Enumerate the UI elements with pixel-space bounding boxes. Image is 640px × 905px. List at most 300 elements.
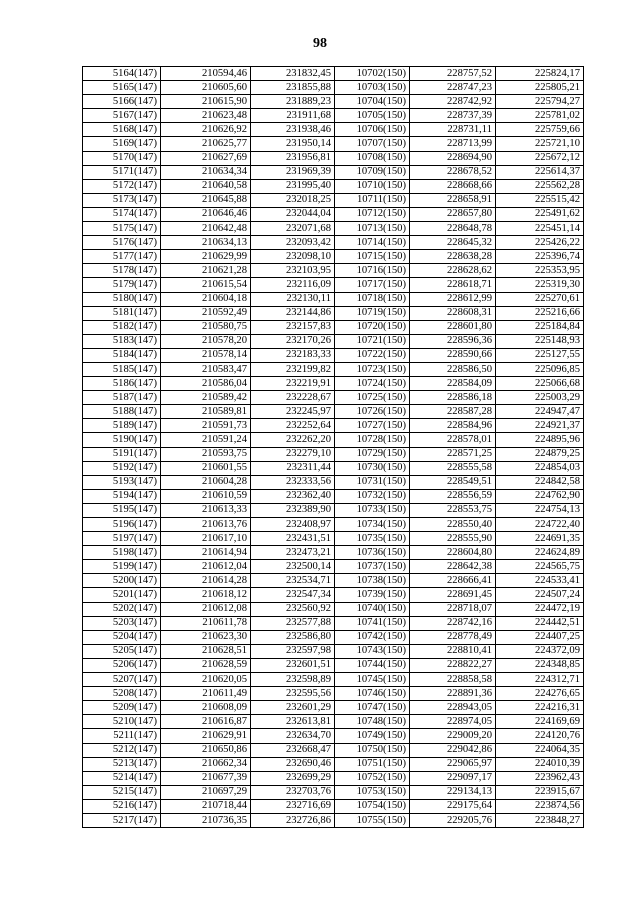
table-row (83, 419, 584, 433)
x-right-cell: 228648,78 (410, 222, 496, 236)
y-right-cell: 223962,43 (496, 771, 584, 785)
y-right-cell: 225319,30 (496, 278, 584, 292)
y-right-cell: 225721,10 (496, 137, 584, 151)
y-left-cell: 232116,09 (251, 278, 335, 292)
point-id-left-cell: 5209(147) (83, 701, 161, 715)
point-id-left-cell: 5179(147) (83, 278, 161, 292)
x-right-cell: 228584,96 (410, 419, 496, 433)
x-left-cell: 210605,60 (161, 81, 251, 95)
x-right-cell: 228822,27 (410, 658, 496, 672)
point-id-right-cell: 10720(150) (335, 320, 410, 334)
point-id-right-cell: 10744(150) (335, 658, 410, 672)
point-id-right-cell: 10730(150) (335, 461, 410, 475)
x-right-cell: 228694,90 (410, 151, 496, 165)
table-row (83, 405, 584, 419)
y-right-cell: 224895,96 (496, 433, 584, 447)
y-left-cell: 232103,95 (251, 264, 335, 278)
x-right-cell: 228555,58 (410, 461, 496, 475)
y-left-cell: 232071,68 (251, 222, 335, 236)
y-right-cell: 225805,21 (496, 81, 584, 95)
point-id-left-cell: 5216(147) (83, 799, 161, 813)
point-id-right-cell: 10740(150) (335, 602, 410, 616)
table-row (83, 222, 584, 236)
table-row (83, 715, 584, 729)
x-right-cell: 228718,07 (410, 602, 496, 616)
y-right-cell: 224120,76 (496, 729, 584, 743)
table-row (83, 334, 584, 348)
x-right-cell: 228742,92 (410, 95, 496, 109)
x-right-cell: 228858,58 (410, 673, 496, 687)
table-row (83, 151, 584, 165)
y-right-cell: 225184,84 (496, 320, 584, 334)
y-right-cell: 224507,24 (496, 588, 584, 602)
table-row (83, 236, 584, 250)
x-left-cell: 210615,54 (161, 278, 251, 292)
x-left-cell: 210583,47 (161, 362, 251, 376)
y-right-cell: 225794,27 (496, 95, 584, 109)
point-id-left-cell: 5183(147) (83, 334, 161, 348)
point-id-right-cell: 10742(150) (335, 630, 410, 644)
y-right-cell: 225614,37 (496, 165, 584, 179)
point-id-right-cell: 10726(150) (335, 405, 410, 419)
x-left-cell: 210612,08 (161, 602, 251, 616)
point-id-left-cell: 5207(147) (83, 673, 161, 687)
y-left-cell: 231911,68 (251, 109, 335, 123)
table-row (83, 81, 584, 95)
y-right-cell: 224921,37 (496, 419, 584, 433)
y-left-cell: 232408,97 (251, 518, 335, 532)
table-row (83, 67, 584, 81)
y-left-cell: 232595,56 (251, 687, 335, 701)
point-id-left-cell: 5189(147) (83, 419, 161, 433)
point-id-right-cell: 10704(150) (335, 95, 410, 109)
x-left-cell: 210601,55 (161, 461, 251, 475)
point-id-left-cell: 5164(147) (83, 67, 161, 81)
y-right-cell: 225824,17 (496, 67, 584, 81)
x-left-cell: 210697,29 (161, 785, 251, 799)
x-left-cell: 210613,76 (161, 518, 251, 532)
y-left-cell: 232018,25 (251, 193, 335, 207)
y-right-cell: 224442,51 (496, 616, 584, 630)
point-id-left-cell: 5188(147) (83, 405, 161, 419)
y-left-cell: 232726,86 (251, 813, 335, 827)
point-id-right-cell: 10755(150) (335, 813, 410, 827)
x-left-cell: 210604,28 (161, 475, 251, 489)
table-row (83, 701, 584, 715)
point-id-right-cell: 10711(150) (335, 193, 410, 207)
point-id-right-cell: 10705(150) (335, 109, 410, 123)
y-left-cell: 232500,14 (251, 560, 335, 574)
x-left-cell: 210589,81 (161, 405, 251, 419)
x-right-cell: 228713,99 (410, 137, 496, 151)
point-id-right-cell: 10733(150) (335, 503, 410, 517)
point-id-left-cell: 5196(147) (83, 518, 161, 532)
y-right-cell: 224691,35 (496, 532, 584, 546)
x-right-cell: 228742,16 (410, 616, 496, 630)
point-id-right-cell: 10729(150) (335, 447, 410, 461)
y-right-cell: 224762,90 (496, 489, 584, 503)
point-id-right-cell: 10741(150) (335, 616, 410, 630)
y-left-cell: 232613,81 (251, 715, 335, 729)
y-right-cell: 223874,56 (496, 799, 584, 813)
x-right-cell: 228586,50 (410, 362, 496, 376)
x-right-cell: 228604,80 (410, 546, 496, 560)
table-row (83, 785, 584, 799)
point-id-left-cell: 5201(147) (83, 588, 161, 602)
point-id-right-cell: 10724(150) (335, 377, 410, 391)
x-right-cell: 228550,40 (410, 518, 496, 532)
point-id-left-cell: 5208(147) (83, 687, 161, 701)
point-id-left-cell: 5184(147) (83, 348, 161, 362)
y-left-cell: 232245,97 (251, 405, 335, 419)
table-row (83, 729, 584, 743)
y-right-cell: 224565,75 (496, 560, 584, 574)
x-right-cell: 228642,38 (410, 560, 496, 574)
x-left-cell: 210623,30 (161, 630, 251, 644)
x-right-cell: 228553,75 (410, 503, 496, 517)
y-left-cell: 231995,40 (251, 179, 335, 193)
point-id-right-cell: 10747(150) (335, 701, 410, 715)
x-right-cell: 228658,91 (410, 193, 496, 207)
x-left-cell: 210616,87 (161, 715, 251, 729)
x-right-cell: 228974,05 (410, 715, 496, 729)
y-right-cell: 224854,03 (496, 461, 584, 475)
x-left-cell: 210621,28 (161, 264, 251, 278)
y-left-cell: 232473,21 (251, 546, 335, 560)
point-id-left-cell: 5185(147) (83, 362, 161, 376)
point-id-left-cell: 5211(147) (83, 729, 161, 743)
point-id-right-cell: 10752(150) (335, 771, 410, 785)
point-id-right-cell: 10754(150) (335, 799, 410, 813)
point-id-left-cell: 5204(147) (83, 630, 161, 644)
y-right-cell: 225270,61 (496, 292, 584, 306)
x-left-cell: 210646,46 (161, 207, 251, 221)
x-right-cell: 229097,17 (410, 771, 496, 785)
y-right-cell: 225672,12 (496, 151, 584, 165)
x-left-cell: 210677,39 (161, 771, 251, 785)
x-left-cell: 210645,88 (161, 193, 251, 207)
point-id-left-cell: 5212(147) (83, 743, 161, 757)
y-right-cell: 225759,66 (496, 123, 584, 137)
point-id-right-cell: 10737(150) (335, 560, 410, 574)
point-id-right-cell: 10706(150) (335, 123, 410, 137)
x-right-cell: 229009,20 (410, 729, 496, 743)
table-row (83, 278, 584, 292)
table-row (83, 391, 584, 405)
x-left-cell: 210629,91 (161, 729, 251, 743)
y-left-cell: 231938,46 (251, 123, 335, 137)
table-row (83, 743, 584, 757)
point-id-right-cell: 10750(150) (335, 743, 410, 757)
x-left-cell: 210608,09 (161, 701, 251, 715)
y-left-cell: 232716,69 (251, 799, 335, 813)
x-left-cell: 210592,49 (161, 306, 251, 320)
table-row (83, 193, 584, 207)
x-right-cell: 228555,90 (410, 532, 496, 546)
y-left-cell: 232560,92 (251, 602, 335, 616)
table-row (83, 560, 584, 574)
x-left-cell: 210634,34 (161, 165, 251, 179)
x-left-cell: 210640,58 (161, 179, 251, 193)
point-id-right-cell: 10739(150) (335, 588, 410, 602)
x-right-cell: 228596,36 (410, 334, 496, 348)
y-left-cell: 232703,76 (251, 785, 335, 799)
x-left-cell: 210611,78 (161, 616, 251, 630)
x-left-cell: 210610,59 (161, 489, 251, 503)
x-right-cell: 228586,18 (410, 391, 496, 405)
table-row (83, 475, 584, 489)
table-row (83, 602, 584, 616)
point-id-left-cell: 5171(147) (83, 165, 161, 179)
y-left-cell: 232601,29 (251, 701, 335, 715)
y-right-cell: 225515,42 (496, 193, 584, 207)
point-id-right-cell: 10716(150) (335, 264, 410, 278)
y-right-cell: 224064,35 (496, 743, 584, 757)
x-right-cell: 228549,51 (410, 475, 496, 489)
x-left-cell: 210612,04 (161, 560, 251, 574)
x-right-cell: 229065,97 (410, 757, 496, 771)
point-id-left-cell: 5186(147) (83, 377, 161, 391)
point-id-right-cell: 10738(150) (335, 574, 410, 588)
table-row (83, 447, 584, 461)
x-left-cell: 210617,10 (161, 532, 251, 546)
point-id-left-cell: 5213(147) (83, 757, 161, 771)
y-right-cell: 225148,93 (496, 334, 584, 348)
y-right-cell: 225781,02 (496, 109, 584, 123)
x-left-cell: 210578,14 (161, 348, 251, 362)
point-id-right-cell: 10753(150) (335, 785, 410, 799)
point-id-right-cell: 10702(150) (335, 67, 410, 81)
x-left-cell: 210662,34 (161, 757, 251, 771)
point-id-left-cell: 5217(147) (83, 813, 161, 827)
x-left-cell: 210611,49 (161, 687, 251, 701)
point-id-right-cell: 10743(150) (335, 644, 410, 658)
point-id-left-cell: 5180(147) (83, 292, 161, 306)
point-id-left-cell: 5215(147) (83, 785, 161, 799)
y-right-cell: 224624,89 (496, 546, 584, 560)
coordinates-table (82, 66, 584, 828)
x-left-cell: 210578,20 (161, 334, 251, 348)
point-id-left-cell: 5187(147) (83, 391, 161, 405)
point-id-right-cell: 10721(150) (335, 334, 410, 348)
point-id-right-cell: 10714(150) (335, 236, 410, 250)
x-right-cell: 228810,41 (410, 644, 496, 658)
point-id-left-cell: 5197(147) (83, 532, 161, 546)
y-right-cell: 224472,19 (496, 602, 584, 616)
point-id-right-cell: 10745(150) (335, 673, 410, 687)
y-right-cell: 224372,09 (496, 644, 584, 658)
table-row (83, 771, 584, 785)
y-right-cell: 224312,71 (496, 673, 584, 687)
point-id-right-cell: 10718(150) (335, 292, 410, 306)
point-id-right-cell: 10710(150) (335, 179, 410, 193)
y-right-cell: 225096,85 (496, 362, 584, 376)
table-row (83, 687, 584, 701)
y-left-cell: 232157,83 (251, 320, 335, 334)
y-left-cell: 232262,20 (251, 433, 335, 447)
x-right-cell: 229134,13 (410, 785, 496, 799)
y-right-cell: 225066,68 (496, 377, 584, 391)
x-right-cell: 228778,49 (410, 630, 496, 644)
table-row (83, 644, 584, 658)
point-id-left-cell: 5194(147) (83, 489, 161, 503)
x-right-cell: 229175,64 (410, 799, 496, 813)
x-left-cell: 210736,35 (161, 813, 251, 827)
x-left-cell: 210613,33 (161, 503, 251, 517)
table-row (83, 658, 584, 672)
x-right-cell: 228737,39 (410, 109, 496, 123)
x-right-cell: 229042,86 (410, 743, 496, 757)
table-row (83, 362, 584, 376)
x-left-cell: 210593,75 (161, 447, 251, 461)
point-id-right-cell: 10713(150) (335, 222, 410, 236)
x-left-cell: 210628,51 (161, 644, 251, 658)
point-id-left-cell: 5192(147) (83, 461, 161, 475)
y-left-cell: 232279,10 (251, 447, 335, 461)
point-id-right-cell: 10727(150) (335, 419, 410, 433)
y-right-cell: 225127,55 (496, 348, 584, 362)
table-row (83, 123, 584, 137)
y-left-cell: 232311,44 (251, 461, 335, 475)
point-id-right-cell: 10723(150) (335, 362, 410, 376)
x-left-cell: 210615,90 (161, 95, 251, 109)
x-left-cell: 210591,73 (161, 419, 251, 433)
point-id-right-cell: 10717(150) (335, 278, 410, 292)
point-id-left-cell: 5190(147) (83, 433, 161, 447)
table-row (83, 546, 584, 560)
table-row (83, 250, 584, 264)
point-id-left-cell: 5198(147) (83, 546, 161, 560)
x-right-cell: 228612,99 (410, 292, 496, 306)
table-row (83, 489, 584, 503)
point-id-left-cell: 5175(147) (83, 222, 161, 236)
table-row (83, 799, 584, 813)
x-left-cell: 210718,44 (161, 799, 251, 813)
y-left-cell: 232577,88 (251, 616, 335, 630)
y-right-cell: 224010,39 (496, 757, 584, 771)
y-left-cell: 232668,47 (251, 743, 335, 757)
table-row (83, 109, 584, 123)
point-id-right-cell: 10749(150) (335, 729, 410, 743)
x-right-cell: 228943,05 (410, 701, 496, 715)
table-row (83, 137, 584, 151)
x-left-cell: 210626,92 (161, 123, 251, 137)
y-left-cell: 232699,29 (251, 771, 335, 785)
point-id-right-cell: 10731(150) (335, 475, 410, 489)
table-row (83, 574, 584, 588)
y-right-cell: 225426,22 (496, 236, 584, 250)
y-left-cell: 232690,46 (251, 757, 335, 771)
y-left-cell: 232130,11 (251, 292, 335, 306)
table-row (83, 503, 584, 517)
point-id-left-cell: 5199(147) (83, 560, 161, 574)
y-right-cell: 224722,40 (496, 518, 584, 532)
page-number: 98 (313, 36, 327, 51)
y-left-cell: 231956,81 (251, 151, 335, 165)
point-id-left-cell: 5182(147) (83, 320, 161, 334)
table-row (83, 461, 584, 475)
y-left-cell: 232586,80 (251, 630, 335, 644)
point-id-right-cell: 10709(150) (335, 165, 410, 179)
x-left-cell: 210620,05 (161, 673, 251, 687)
point-id-right-cell: 10722(150) (335, 348, 410, 362)
y-right-cell: 224879,25 (496, 447, 584, 461)
x-left-cell: 210623,48 (161, 109, 251, 123)
y-left-cell: 231950,14 (251, 137, 335, 151)
y-left-cell: 232199,82 (251, 362, 335, 376)
x-left-cell: 210634,13 (161, 236, 251, 250)
point-id-right-cell: 10746(150) (335, 687, 410, 701)
point-id-right-cell: 10748(150) (335, 715, 410, 729)
point-id-left-cell: 5170(147) (83, 151, 161, 165)
x-right-cell: 228638,28 (410, 250, 496, 264)
y-left-cell: 232362,40 (251, 489, 335, 503)
y-left-cell: 232597,98 (251, 644, 335, 658)
point-id-right-cell: 10728(150) (335, 433, 410, 447)
table-row (83, 630, 584, 644)
point-id-left-cell: 5181(147) (83, 306, 161, 320)
y-left-cell: 232601,51 (251, 658, 335, 672)
x-right-cell: 228666,41 (410, 574, 496, 588)
x-right-cell: 228628,62 (410, 264, 496, 278)
x-right-cell: 228657,80 (410, 207, 496, 221)
point-id-left-cell: 5165(147) (83, 81, 161, 95)
y-left-cell: 232219,91 (251, 377, 335, 391)
y-left-cell: 232333,56 (251, 475, 335, 489)
y-left-cell: 231889,23 (251, 95, 335, 109)
table-row (83, 95, 584, 109)
point-id-right-cell: 10734(150) (335, 518, 410, 532)
y-right-cell: 224169,69 (496, 715, 584, 729)
y-right-cell: 224276,65 (496, 687, 584, 701)
y-right-cell: 224348,85 (496, 658, 584, 672)
table-row (83, 377, 584, 391)
y-right-cell: 224407,25 (496, 630, 584, 644)
x-left-cell: 210627,69 (161, 151, 251, 165)
y-right-cell: 225396,74 (496, 250, 584, 264)
coordinates-table-body (83, 67, 584, 828)
y-left-cell: 231969,39 (251, 165, 335, 179)
point-id-right-cell: 10703(150) (335, 81, 410, 95)
y-right-cell: 224216,31 (496, 701, 584, 715)
point-id-left-cell: 5202(147) (83, 602, 161, 616)
x-left-cell: 210591,24 (161, 433, 251, 447)
x-right-cell: 228608,31 (410, 306, 496, 320)
point-id-left-cell: 5177(147) (83, 250, 161, 264)
x-right-cell: 229205,76 (410, 813, 496, 827)
x-left-cell: 210594,46 (161, 67, 251, 81)
x-right-cell: 228645,32 (410, 236, 496, 250)
table-row (83, 207, 584, 221)
point-id-right-cell: 10751(150) (335, 757, 410, 771)
x-right-cell: 228590,66 (410, 348, 496, 362)
table-row (83, 588, 584, 602)
y-right-cell: 225003,29 (496, 391, 584, 405)
table-row (83, 179, 584, 193)
point-id-right-cell: 10708(150) (335, 151, 410, 165)
x-left-cell: 210625,77 (161, 137, 251, 151)
x-right-cell: 228891,36 (410, 687, 496, 701)
table-row (83, 292, 584, 306)
y-left-cell: 232389,90 (251, 503, 335, 517)
point-id-right-cell: 10712(150) (335, 207, 410, 221)
x-left-cell: 210604,18 (161, 292, 251, 306)
y-left-cell: 232183,33 (251, 348, 335, 362)
y-left-cell: 232093,42 (251, 236, 335, 250)
table-row (83, 320, 584, 334)
point-id-left-cell: 5178(147) (83, 264, 161, 278)
point-id-right-cell: 10736(150) (335, 546, 410, 560)
